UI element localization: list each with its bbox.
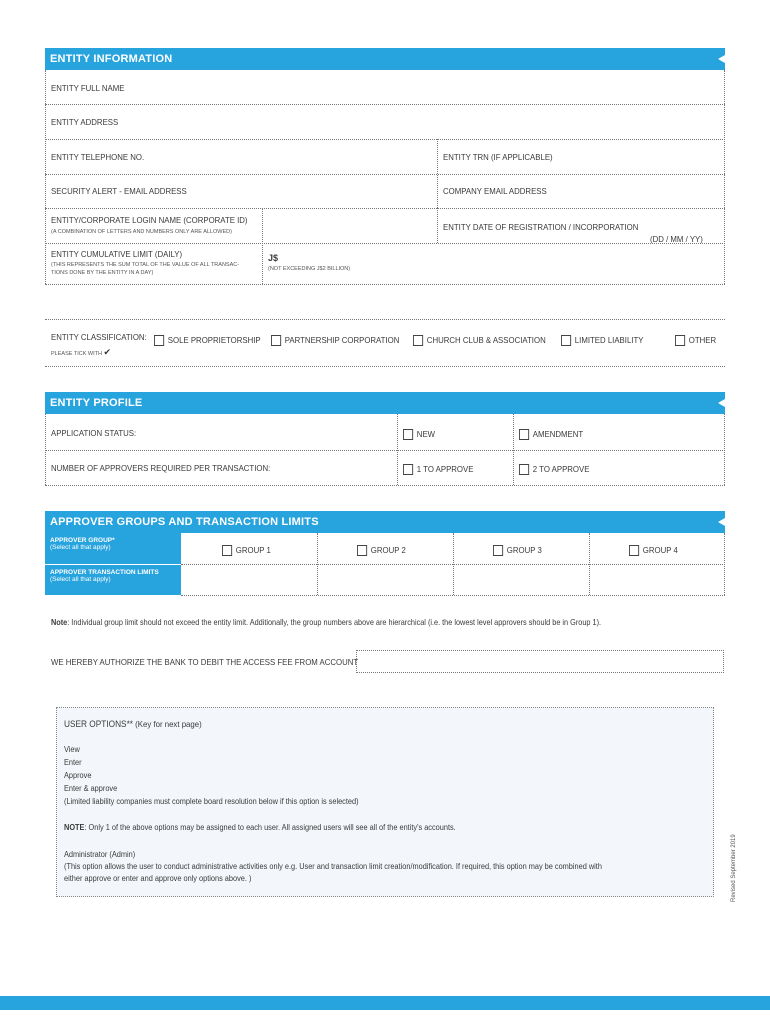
approver-limits-label: APPROVER TRANSACTION LIMITS — [50, 569, 159, 576]
entity-profile-header — [45, 392, 725, 414]
group-limit-note — [51, 618, 601, 628]
user-options-title-text: USER OPTIONS** — [64, 719, 134, 729]
date-format-label: (DD / MM / YY) — [650, 234, 703, 244]
classification-bottom-border — [45, 366, 725, 367]
admin-desc-1: (This option allows the user to conduct administrative activities only e.g. User and transaction limit creation/modification. If required, this option may be combined with — [64, 862, 602, 871]
checkbox-icon[interactable] — [561, 335, 571, 346]
tick-note — [51, 347, 111, 357]
group-3-option[interactable] — [493, 545, 542, 556]
admin-title: Administrator (Admin) — [64, 850, 136, 859]
address-field[interactable] — [45, 104, 725, 140]
group-4-option[interactable] — [629, 545, 678, 556]
option-label: NEW — [416, 428, 436, 439]
user-options-note — [64, 823, 456, 832]
classification-other[interactable] — [675, 335, 716, 346]
address-label: ENTITY ADDRESS — [51, 117, 119, 127]
section-title: APPROVER GROUPS AND TRANSACTION LIMITS — [50, 516, 319, 528]
limit-field-3[interactable] — [454, 565, 588, 594]
trn-label: ENTITY TRN (IF APPLICABLE) — [443, 152, 553, 162]
approvers-required-label: NUMBER OF APPROVERS REQUIRED PER TRANSACTION: — [51, 463, 271, 473]
cumulative-cap-note: (NOT EXCEEDING J$2 BILLION) — [268, 266, 351, 272]
option-label: AMENDMENT — [532, 428, 584, 439]
classification-partnership[interactable] — [271, 335, 399, 346]
checkbox-icon[interactable] — [357, 545, 367, 556]
note-text: : Individual group limit should not exceed the entity limit. Additionally, the group numbers above are hierarchical (i.e. the lowest level approvers should be in Group 1). — [67, 617, 602, 627]
checkbox-icon[interactable] — [675, 335, 685, 346]
application-status-label: APPLICATION STATUS: — [51, 428, 137, 438]
group-2-option[interactable] — [357, 545, 406, 556]
user-options-title-sub: (Key for next page) — [133, 719, 202, 729]
checkbox-icon[interactable] — [519, 464, 529, 475]
security-email-label: SECURITY ALERT - EMAIL ADDRESS — [51, 186, 187, 196]
company-email-label: COMPANY EMAIL ADDRESS — [443, 186, 547, 196]
option-label: OTHER — [688, 334, 717, 345]
option-label: 2 TO APPROVE — [532, 463, 590, 474]
checkbox-icon[interactable] — [154, 335, 164, 346]
option-label: GROUP 2 — [370, 544, 406, 555]
date-registration-label: ENTITY DATE OF REGISTRATION / INCORPORATION — [443, 222, 639, 232]
telephone-label: ENTITY TELEPHONE NO. — [51, 152, 145, 162]
option-label: LIMITED LIABILITY — [574, 334, 644, 345]
section-title: ENTITY PROFILE — [50, 397, 143, 409]
tick-note-text: PLEASE TICK WITH — [51, 351, 102, 357]
option-label: GROUP 1 — [235, 544, 271, 555]
limit-field-4[interactable] — [590, 565, 724, 594]
user-option-view: View — [64, 745, 80, 754]
cumulative-note-2: TIONS DONE BY THE ENTITY IN A DAY) — [51, 270, 154, 276]
option-label: PARTNERSHIP CORPORATION — [284, 334, 400, 345]
user-option-enter: Enter — [64, 758, 82, 767]
notch-icon — [718, 399, 725, 407]
entity-information-header — [45, 48, 725, 70]
checkmark-icon: ✔ — [103, 347, 112, 357]
cumulative-note-1: (THIS REPRESENTS THE SUM TOTAL OF THE VALUE OF ALL TRANSAC- — [51, 262, 240, 268]
user-options-note-bold: NOTE — [64, 823, 85, 832]
approver-limits-cell — [45, 565, 181, 595]
option-label: 1 TO APPROVE — [416, 463, 474, 474]
approver-groups-header — [45, 511, 725, 533]
status-new-option[interactable] — [403, 429, 435, 440]
profile-divider-2 — [513, 414, 514, 485]
footer-bar — [0, 996, 770, 1010]
checkbox-icon[interactable] — [222, 545, 232, 556]
revised-date: Revised September 2019 — [731, 834, 737, 902]
account-number-field[interactable] — [356, 650, 724, 673]
full-name-field[interactable] — [45, 70, 725, 105]
option-label: SOLE PROPRIETORSHIP — [167, 334, 261, 345]
note-bold: Note — [51, 617, 68, 627]
checkbox-icon[interactable] — [403, 464, 413, 475]
profile-divider-1 — [397, 414, 398, 485]
classification-label: ENTITY CLASSIFICATION: — [51, 332, 147, 342]
checkbox-icon[interactable] — [629, 545, 639, 556]
section-title: ENTITY INFORMATION — [50, 53, 173, 65]
login-divider-2 — [437, 208, 438, 243]
classification-sole-proprietorship[interactable] — [154, 335, 261, 346]
user-option-llc-note: (Limited liability companies must complete board resolution below if this option is selected) — [64, 797, 359, 806]
checkbox-icon[interactable] — [271, 335, 281, 346]
admin-desc-2: either approve or enter and approve only options above. ) — [64, 874, 252, 883]
user-options-title — [64, 719, 202, 730]
option-label: CHURCH CLUB & ASSOCIATION — [426, 334, 546, 345]
currency-label: J$ — [268, 253, 279, 263]
classification-top-border — [45, 319, 725, 320]
approver-limits-sub: (Select all that apply) — [50, 576, 111, 584]
notch-icon — [718, 518, 725, 526]
classification-church-club[interactable] — [413, 335, 546, 346]
user-option-approve: Approve — [64, 771, 92, 780]
cumulative-limit-label: ENTITY CUMULATIVE LIMIT (DAILY) — [51, 249, 183, 259]
approver-group-label: APPROVER GROUP* — [50, 537, 115, 544]
login-name-label: ENTITY/CORPORATE LOGIN NAME (CORPORATE ID) — [51, 215, 248, 225]
checkbox-icon[interactable] — [403, 429, 413, 440]
checkbox-icon[interactable] — [519, 429, 529, 440]
authorize-label: WE HEREBY AUTHORIZE THE BANK TO DEBIT THE ACCESS FEE FROM ACCOUNT — [51, 657, 359, 667]
option-label: GROUP 4 — [642, 544, 678, 555]
classification-limited-liability[interactable] — [561, 335, 643, 346]
user-options-note-text: : Only 1 of the above options may be assigned to each user. All assigned users will see all of the entity's accounts. — [84, 823, 456, 832]
one-to-approve-option[interactable] — [403, 464, 473, 475]
two-to-approve-option[interactable] — [519, 464, 589, 475]
option-label: GROUP 3 — [506, 544, 542, 555]
full-name-label: ENTITY FULL NAME — [51, 83, 125, 93]
login-name-note: (A COMBINATION OF LETTERS AND NUMBERS ONLY ARE ALLOWED) — [51, 229, 232, 235]
status-amendment-option[interactable] — [519, 429, 583, 440]
telephone-row — [45, 139, 725, 175]
approver-group-cell — [45, 533, 181, 564]
approver-group-sub: (Select all that apply) — [50, 544, 111, 552]
group-1-option[interactable] — [222, 545, 271, 556]
limit-field-2[interactable] — [318, 565, 452, 594]
checkbox-icon[interactable] — [413, 335, 423, 346]
notch-icon — [718, 55, 725, 63]
limit-field-1[interactable] — [182, 565, 316, 594]
checkbox-icon[interactable] — [493, 545, 503, 556]
application-status-row — [45, 414, 725, 451]
user-option-enter-approve: Enter & approve — [64, 784, 118, 793]
